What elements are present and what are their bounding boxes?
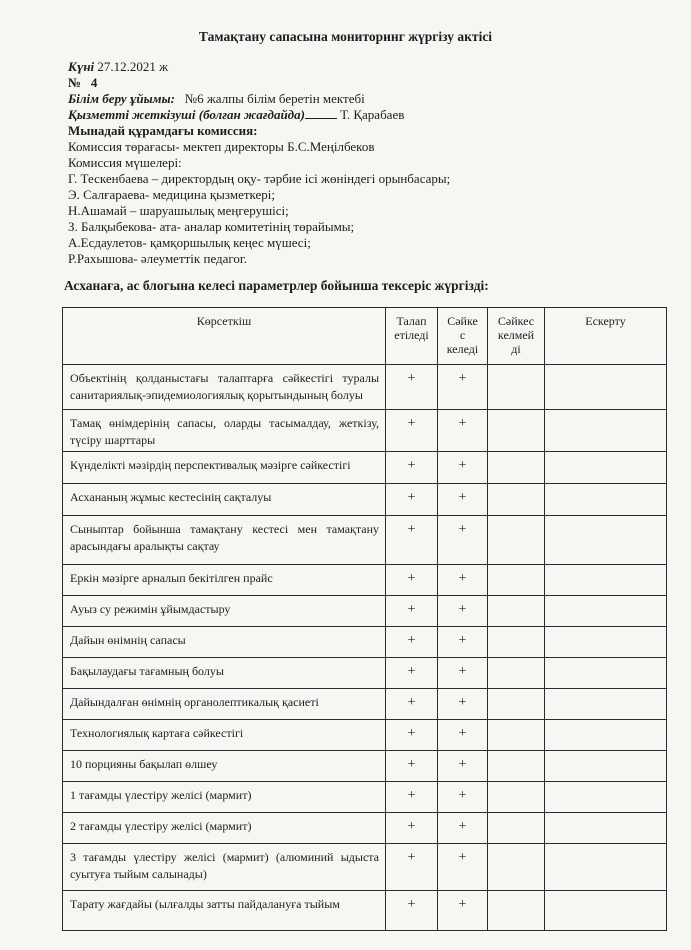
indicator-cell: Еркін мәзірге арналып бекітілген прайс	[63, 565, 386, 596]
indicator-cell: Асхананың жұмыс кестесінің сақталуы	[63, 484, 386, 516]
table-row	[63, 720, 667, 751]
note-cell	[545, 565, 667, 596]
supplier-label: Қызметті жеткізуші (болған жағдайда)	[68, 107, 305, 122]
table-header-row	[63, 308, 667, 365]
compliant-mark: +	[438, 627, 488, 658]
noncompliant-cell	[488, 689, 545, 720]
table-row	[63, 844, 667, 891]
indicator-cell: Дайындалған өнімнің органолептикалық қасиеті	[63, 689, 386, 720]
indicator-cell: Күнделікті мәзірдің перспективалық мәзірге сәйкестігі	[63, 452, 386, 484]
required-mark: +	[386, 484, 438, 516]
compliant-mark: +	[438, 516, 488, 565]
indicator-cell: Технологиялық картаға сәйкестігі	[63, 720, 386, 751]
indicator-cell: 10 порцияны бақылап өлшеу	[63, 751, 386, 782]
required-mark: +	[386, 410, 438, 452]
table-row	[63, 410, 667, 452]
institution-line	[68, 91, 365, 107]
institution-label: Білім беру ұйымы:	[68, 91, 175, 106]
indicator-cell: Ауыз су режимін ұйымдастыру	[63, 596, 386, 627]
note-cell	[545, 452, 667, 484]
indicator-cell: Тамақ өнімдерінің сапасы, оларды тасымалдау, жеткізу, түсіру шарттары	[63, 410, 386, 452]
note-cell	[545, 365, 667, 410]
indicator-cell: Тарату жағдайы (ылғалды затты пайдалануға тыйым	[63, 891, 386, 931]
required-mark: +	[386, 365, 438, 410]
note-cell	[545, 596, 667, 627]
supplier-underline	[305, 107, 337, 119]
noncompliant-cell	[488, 844, 545, 891]
compliant-mark: +	[438, 813, 488, 844]
noncompliant-cell	[488, 658, 545, 689]
compliant-mark: +	[438, 658, 488, 689]
inspection-heading: Асханаға, ас блогына келесі параметрлер бойынша тексеріс жүргізді:	[64, 278, 489, 293]
indicator-cell: Объектінің қолданыстағы талаптарға сәйкестігі туралы санитариялық-эпидемиологиялық қорытындының болуы	[63, 365, 386, 410]
indicator-cell: Бақылаудағы тағамның болуы	[63, 658, 386, 689]
compliant-mark: +	[438, 844, 488, 891]
institution-value: №6 жалпы білім беретін мектебі	[184, 91, 365, 106]
indicator-cell: Дайын өнімнің сапасы	[63, 627, 386, 658]
table-row	[63, 813, 667, 844]
commission-chair: Комиссия төрағасы- мектеп директоры Б.С.Меңілбеков	[68, 139, 375, 154]
compliant-mark: +	[438, 720, 488, 751]
indicator-cell: 1 тағамды үлестіру желісі (мармит)	[63, 782, 386, 813]
required-mark: +	[386, 689, 438, 720]
required-mark: +	[386, 844, 438, 891]
note-cell	[545, 689, 667, 720]
compliant-mark: +	[438, 596, 488, 627]
noncompliant-cell	[488, 891, 545, 931]
member-line: Р.Рахышова- әлеуметтік педагог.	[68, 251, 248, 266]
table-row	[63, 891, 667, 931]
noncompliant-cell	[488, 782, 545, 813]
table-row	[63, 782, 667, 813]
compliant-mark: +	[438, 484, 488, 516]
note-cell	[545, 627, 667, 658]
required-mark: +	[386, 596, 438, 627]
required-mark: +	[386, 813, 438, 844]
required-mark: +	[386, 751, 438, 782]
noncompliant-cell	[488, 410, 545, 452]
required-mark: +	[386, 658, 438, 689]
header-noncompliant: Сәйкес келмей ді	[488, 308, 545, 365]
member-line: З. Балқыбекова- ата- аналар комитетінің төрайымы;	[68, 219, 355, 234]
note-cell	[545, 782, 667, 813]
required-mark: +	[386, 565, 438, 596]
compliant-mark: +	[438, 410, 488, 452]
note-cell	[545, 720, 667, 751]
note-cell	[545, 516, 667, 565]
noncompliant-cell	[488, 720, 545, 751]
table-row	[63, 484, 667, 516]
member-line: Н.Ашамай – шаруашылық меңгерушісі;	[68, 203, 289, 218]
inspection-table	[62, 307, 667, 931]
noncompliant-cell	[488, 565, 545, 596]
table-row	[63, 596, 667, 627]
required-mark: +	[386, 891, 438, 931]
indicator-cell: 3 тағамды үлестіру желісі (мармит) (алюминий ыдыста суытуға тыйым салынады)	[63, 844, 386, 891]
indicator-cell: Сыныптар бойынша тамақтану кестесі мен тамақтану арасындағы аралықты сақтау	[63, 516, 386, 565]
table-row	[63, 565, 667, 596]
note-cell	[545, 891, 667, 931]
member-line: Г. Тескенбаева – директордың оқу- тәрбие ісі жөніндегі орынбасары;	[68, 171, 451, 186]
table-row	[63, 516, 667, 565]
note-cell	[545, 813, 667, 844]
commission-heading: Мынадай құрамдағы комиссия:	[68, 123, 258, 138]
table-row	[63, 689, 667, 720]
date-line	[68, 59, 168, 75]
header-required: Талап етіледі	[386, 308, 438, 365]
header-indicator: Көрсеткіш	[63, 308, 386, 365]
date-value: 27.12.2021 ж	[97, 59, 169, 74]
members-heading: Комиссия мүшелері:	[68, 155, 182, 170]
indicator-cell: 2 тағамды үлестіру желісі (мармит)	[63, 813, 386, 844]
required-mark: +	[386, 720, 438, 751]
noncompliant-cell	[488, 452, 545, 484]
supplier-value: Т. Қарабаев	[340, 107, 405, 122]
header-compliant: Сәйке с келеді	[438, 308, 488, 365]
number-value: 4	[90, 75, 98, 90]
noncompliant-cell	[488, 813, 545, 844]
note-cell	[545, 410, 667, 452]
supplier-line	[68, 107, 404, 123]
compliant-mark: +	[438, 689, 488, 720]
table-row	[63, 658, 667, 689]
table-row	[63, 452, 667, 484]
table-row	[63, 751, 667, 782]
compliant-mark: +	[438, 565, 488, 596]
header-note: Ескерту	[545, 308, 667, 365]
member-line: А.Есдаулетов- қамқоршылық кеңес мүшесі;	[68, 235, 311, 250]
compliant-mark: +	[438, 751, 488, 782]
member-line: Э. Салғараева- медицина қызметкері;	[68, 187, 276, 202]
noncompliant-cell	[488, 751, 545, 782]
note-cell	[545, 658, 667, 689]
compliant-mark: +	[438, 891, 488, 931]
noncompliant-cell	[488, 484, 545, 516]
noncompliant-cell	[488, 365, 545, 410]
note-cell	[545, 751, 667, 782]
noncompliant-cell	[488, 516, 545, 565]
note-cell	[545, 484, 667, 516]
compliant-mark: +	[438, 365, 488, 410]
compliant-mark: +	[438, 452, 488, 484]
required-mark: +	[386, 782, 438, 813]
noncompliant-cell	[488, 627, 545, 658]
required-mark: +	[386, 452, 438, 484]
table-row	[63, 627, 667, 658]
compliant-mark: +	[438, 782, 488, 813]
required-mark: +	[386, 627, 438, 658]
noncompliant-cell	[488, 596, 545, 627]
note-cell	[545, 844, 667, 891]
document-title: Тамақтану сапасына мониторинг жүргізу актісі	[198, 29, 493, 44]
table-row	[63, 365, 667, 410]
date-label: Күні	[68, 59, 95, 74]
number-line	[68, 75, 97, 91]
number-label: №	[68, 75, 82, 90]
required-mark: +	[386, 516, 438, 565]
